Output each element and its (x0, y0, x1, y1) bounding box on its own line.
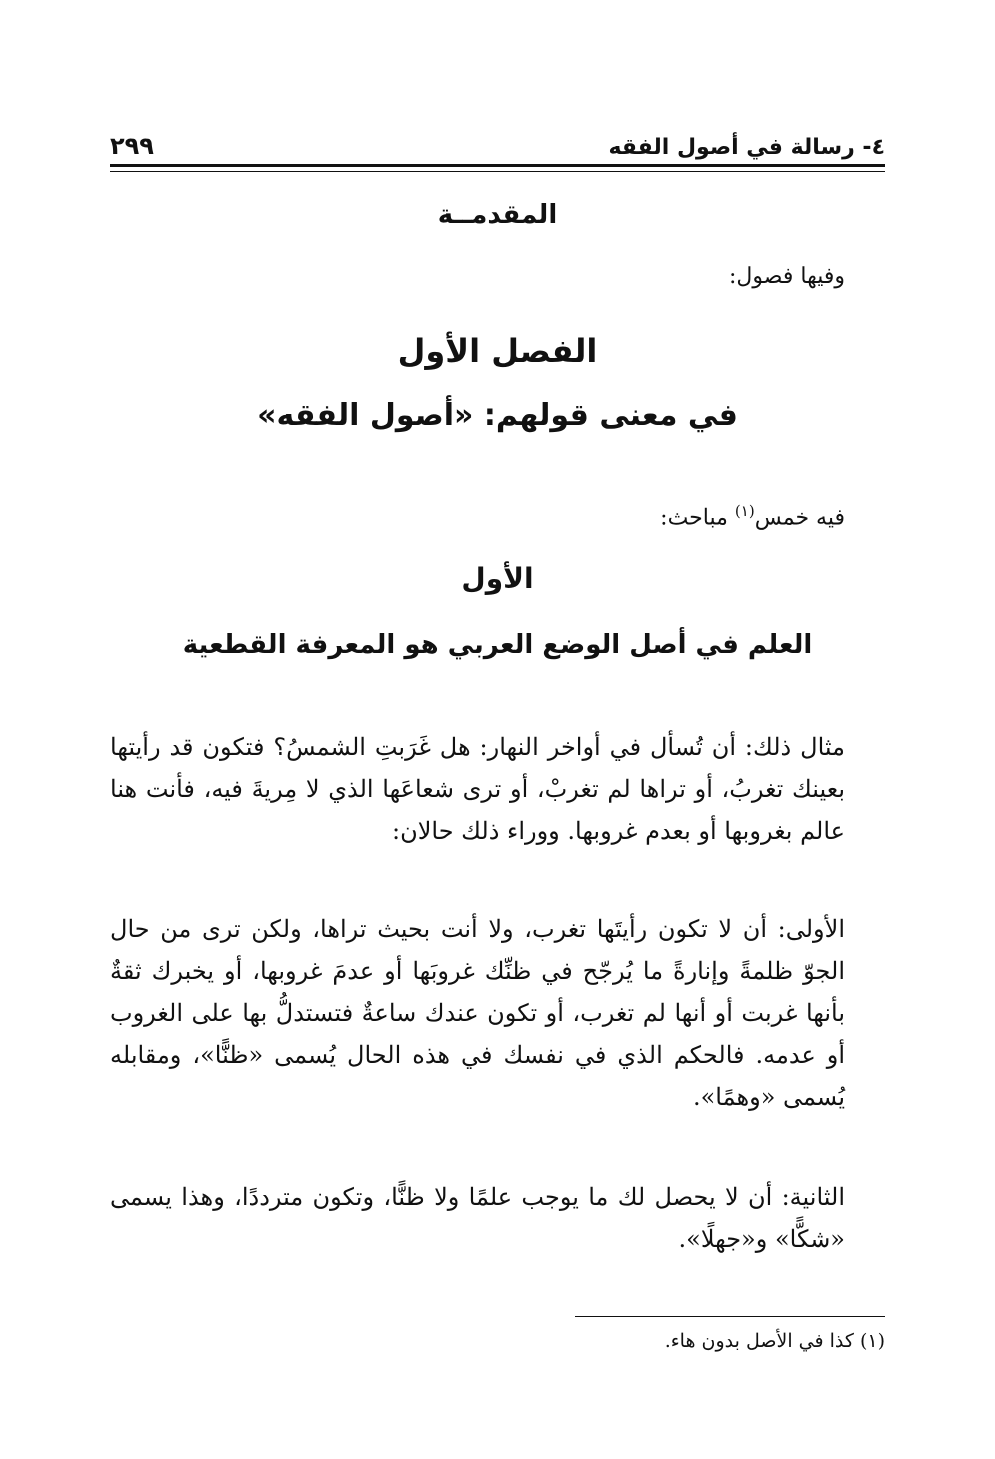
footnote-reference[interactable]: (١) (734, 502, 755, 520)
chapter-title: الفصل الأول (397, 332, 598, 370)
footnote-separator (575, 1316, 885, 1317)
page-header (110, 120, 885, 160)
introduction-heading: المقدمــة (437, 200, 558, 230)
header-rule-thick (110, 164, 885, 167)
chapter-subtitle: في معنى قولهم: «أصول الفقه» (257, 398, 738, 433)
footnote-marker: (١) (859, 1330, 885, 1352)
paragraph-example: مثال ذلك: أن تُسأل في أواخر النهار: هل غَرَبتِ الشمسُ؟ فتكون قد رأيتها بعينك تغربُ، أو تراها لم تغربْ، أو ترى شعاعَها الذي لا مِريةَ فيه، فأنت هنا عالم بغروبها أو بعدم غروبها. ووراء ذلك حالان: (110, 733, 845, 845)
sections-intro: وفيها فصول: (729, 264, 845, 289)
paragraph-second-case: الثانية: أن لا يحصل لك ما يوجب علمًا ولا ظنًّا، وتكون مترددًا، وهذا يسمى «شكًّا» و«جهلًا». (110, 1183, 846, 1253)
paragraph-first-case: الأولى: أن لا تكون رأيتَها تغرب، ولا أنت بحيث تراها، ولكن ترى من حال الجوّ ظلمةً وإنارةً ما يُرجّح في ظنِّك غروبَها أو عدمَ غروبها، أو يخبرك ثقةٌ بأنها غربت أو أنها لم تغرب، أو تكون عندك ساعةٌ فتستدلُّ بها على الغروب أو عدمه. فالحكم الذي في نفسك في هذه الحال يُسمى «ظنًّا»، ومقابله يُسمى «وهمًا». (110, 915, 845, 1111)
page-number: ٢٩٩ (110, 132, 154, 160)
first-topic-heading: الأول (461, 562, 534, 595)
topics-intro (660, 502, 845, 530)
footnote-text: كذا في الأصل بدون هاء. (664, 1330, 854, 1352)
topics-intro-before: فيه خمس (754, 505, 845, 531)
header-rule-thin (110, 171, 885, 172)
running-title: ٤- رسالة في أصول الفقه (608, 135, 885, 160)
footnote (665, 1330, 885, 1352)
first-topic-subtitle: العلم في أصل الوضع العربي هو المعرفة القطعية (182, 630, 813, 660)
topics-intro-after: مباحث: (660, 505, 728, 531)
